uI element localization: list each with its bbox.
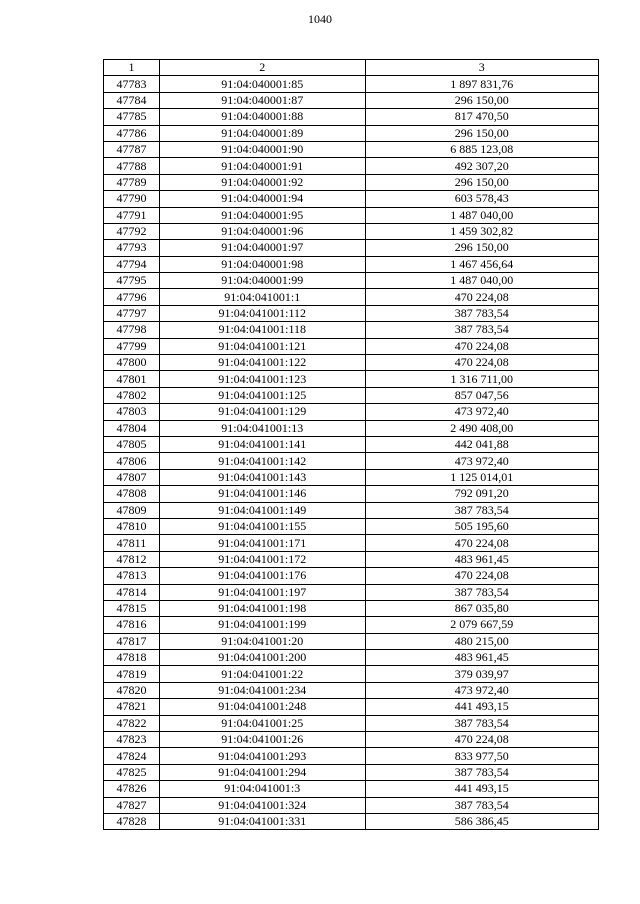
cadastral-number-cell: 91:04:041001:172 — [159, 551, 365, 567]
row-number-cell: 47787 — [104, 141, 160, 157]
table-row — [104, 535, 599, 551]
row-number-cell: 47806 — [104, 453, 160, 469]
cadastral-number-cell: 91:04:041001:234 — [159, 682, 365, 698]
row-number-cell: 47785 — [104, 109, 160, 125]
row-number-cell: 47798 — [104, 322, 160, 338]
table-row — [104, 502, 599, 518]
table-row — [104, 650, 599, 666]
row-number-cell: 47814 — [104, 584, 160, 600]
cadastral-number-cell: 91:04:041001:141 — [159, 436, 365, 452]
registry-table — [103, 59, 599, 830]
cadastral-number-cell: 91:04:041001:146 — [159, 486, 365, 502]
table-row — [104, 699, 599, 715]
cadastral-number-cell: 91:04:041001:129 — [159, 404, 365, 420]
table-row — [104, 125, 599, 141]
cadastral-number-cell: 91:04:041001:125 — [159, 387, 365, 403]
value-cell: 296 150,00 — [365, 125, 598, 141]
row-number-cell: 47812 — [104, 551, 160, 567]
table-row — [104, 633, 599, 649]
table-row — [104, 617, 599, 633]
value-cell: 473 972,40 — [365, 682, 598, 698]
value-cell: 387 783,54 — [365, 715, 598, 731]
value-cell: 470 224,08 — [365, 289, 598, 305]
value-cell: 817 470,50 — [365, 109, 598, 125]
cadastral-number-cell: 91:04:041001:199 — [159, 617, 365, 633]
row-number-cell: 47792 — [104, 223, 160, 239]
value-cell: 387 783,54 — [365, 584, 598, 600]
value-cell: 470 224,08 — [365, 338, 598, 354]
column-header-1: 1 — [104, 60, 160, 76]
row-number-cell: 47805 — [104, 436, 160, 452]
row-number-cell: 47801 — [104, 371, 160, 387]
row-number-cell: 47813 — [104, 568, 160, 584]
value-cell: 492 307,20 — [365, 158, 598, 174]
table-header — [104, 60, 599, 76]
cadastral-number-cell: 91:04:040001:96 — [159, 223, 365, 239]
value-cell: 470 224,08 — [365, 535, 598, 551]
value-cell: 387 783,54 — [365, 764, 598, 780]
cadastral-number-cell: 91:04:040001:89 — [159, 125, 365, 141]
row-number-cell: 47823 — [104, 732, 160, 748]
cadastral-number-cell: 91:04:041001:122 — [159, 355, 365, 371]
value-cell: 470 224,08 — [365, 732, 598, 748]
row-number-cell: 47791 — [104, 207, 160, 223]
table-row — [104, 404, 599, 420]
value-cell: 1 316 711,00 — [365, 371, 598, 387]
row-number-cell: 47824 — [104, 748, 160, 764]
value-cell: 586 386,45 — [365, 813, 598, 829]
value-cell: 480 215,00 — [365, 633, 598, 649]
page-number: 1040 — [308, 12, 332, 26]
cadastral-number-cell: 91:04:040001:85 — [159, 76, 365, 92]
cadastral-number-cell: 91:04:041001:155 — [159, 518, 365, 534]
table-row — [104, 732, 599, 748]
cadastral-number-cell: 91:04:041001:198 — [159, 600, 365, 616]
row-number-cell: 47788 — [104, 158, 160, 174]
table-row — [104, 109, 599, 125]
table-row — [104, 273, 599, 289]
row-number-cell: 47794 — [104, 256, 160, 272]
table-row — [104, 518, 599, 534]
table-row — [104, 387, 599, 403]
table-row — [104, 305, 599, 321]
table-row — [104, 256, 599, 272]
cadastral-number-cell: 91:04:041001:20 — [159, 633, 365, 649]
row-number-cell: 47819 — [104, 666, 160, 682]
table-row — [104, 207, 599, 223]
row-number-cell: 47815 — [104, 600, 160, 616]
row-number-cell: 47799 — [104, 338, 160, 354]
table-row — [104, 355, 599, 371]
value-cell: 2 079 667,59 — [365, 617, 598, 633]
row-number-cell: 47809 — [104, 502, 160, 518]
table-row — [104, 338, 599, 354]
value-cell: 296 150,00 — [365, 240, 598, 256]
cadastral-number-cell: 91:04:041001:1 — [159, 289, 365, 305]
row-number-cell: 47811 — [104, 535, 160, 551]
row-number-cell: 47820 — [104, 682, 160, 698]
cadastral-number-cell: 91:04:041001:13 — [159, 420, 365, 436]
value-cell: 1 897 831,76 — [365, 76, 598, 92]
value-cell: 1 125 014,01 — [365, 469, 598, 485]
row-number-cell: 47826 — [104, 781, 160, 797]
row-number-cell: 47810 — [104, 518, 160, 534]
table-row — [104, 174, 599, 190]
table-row — [104, 92, 599, 108]
row-number-cell: 47802 — [104, 387, 160, 403]
value-cell: 483 961,45 — [365, 551, 598, 567]
cadastral-number-cell: 91:04:040001:91 — [159, 158, 365, 174]
table-body — [104, 76, 599, 830]
table-row — [104, 600, 599, 616]
table-row — [104, 584, 599, 600]
value-cell: 603 578,43 — [365, 191, 598, 207]
table-row — [104, 223, 599, 239]
cadastral-number-cell: 91:04:041001:22 — [159, 666, 365, 682]
cadastral-number-cell: 91:04:041001:324 — [159, 797, 365, 813]
row-number-cell: 47800 — [104, 355, 160, 371]
table-row — [104, 371, 599, 387]
table-row — [104, 322, 599, 338]
cadastral-number-cell: 91:04:041001:123 — [159, 371, 365, 387]
row-number-cell: 47821 — [104, 699, 160, 715]
table-row — [104, 240, 599, 256]
cadastral-number-cell: 91:04:040001:88 — [159, 109, 365, 125]
value-cell: 296 150,00 — [365, 92, 598, 108]
cadastral-number-cell: 91:04:041001:197 — [159, 584, 365, 600]
value-cell: 442 041,88 — [365, 436, 598, 452]
table-row — [104, 666, 599, 682]
value-cell: 387 783,54 — [365, 502, 598, 518]
table-row — [104, 436, 599, 452]
value-cell: 2 490 408,00 — [365, 420, 598, 436]
value-cell: 387 783,54 — [365, 305, 598, 321]
value-cell: 792 091,20 — [365, 486, 598, 502]
table-row — [104, 486, 599, 502]
table-row — [104, 764, 599, 780]
cadastral-number-cell: 91:04:040001:97 — [159, 240, 365, 256]
row-number-cell: 47803 — [104, 404, 160, 420]
cadastral-number-cell: 91:04:040001:87 — [159, 92, 365, 108]
table-row — [104, 76, 599, 92]
cadastral-number-cell: 91:04:041001:112 — [159, 305, 365, 321]
table-row — [104, 158, 599, 174]
cadastral-number-cell: 91:04:040001:92 — [159, 174, 365, 190]
table-row — [104, 289, 599, 305]
column-header-3: 3 — [365, 60, 598, 76]
cadastral-number-cell: 91:04:041001:142 — [159, 453, 365, 469]
cadastral-number-cell: 91:04:041001:294 — [159, 764, 365, 780]
row-number-cell: 47795 — [104, 273, 160, 289]
value-cell: 473 972,40 — [365, 404, 598, 420]
cadastral-number-cell: 91:04:040001:95 — [159, 207, 365, 223]
row-number-cell: 47790 — [104, 191, 160, 207]
value-cell: 379 039,97 — [365, 666, 598, 682]
table-row — [104, 551, 599, 567]
value-cell: 505 195,60 — [365, 518, 598, 534]
value-cell: 1 459 302,82 — [365, 223, 598, 239]
cadastral-number-cell: 91:04:041001:171 — [159, 535, 365, 551]
column-header-2: 2 — [159, 60, 365, 76]
value-cell: 387 783,54 — [365, 797, 598, 813]
cadastral-number-cell: 91:04:041001:293 — [159, 748, 365, 764]
row-number-cell: 47789 — [104, 174, 160, 190]
row-number-cell: 47828 — [104, 813, 160, 829]
row-number-cell: 47804 — [104, 420, 160, 436]
row-number-cell: 47793 — [104, 240, 160, 256]
value-cell: 1 487 040,00 — [365, 207, 598, 223]
cadastral-number-cell: 91:04:040001:99 — [159, 273, 365, 289]
table-row — [104, 715, 599, 731]
value-cell: 483 961,45 — [365, 650, 598, 666]
value-cell: 473 972,40 — [365, 453, 598, 469]
row-number-cell: 47825 — [104, 764, 160, 780]
cadastral-number-cell: 91:04:041001:25 — [159, 715, 365, 731]
value-cell: 470 224,08 — [365, 568, 598, 584]
table-row — [104, 191, 599, 207]
table-row — [104, 453, 599, 469]
table-row — [104, 781, 599, 797]
value-cell: 387 783,54 — [365, 322, 598, 338]
row-number-cell: 47784 — [104, 92, 160, 108]
cadastral-number-cell: 91:04:041001:248 — [159, 699, 365, 715]
row-number-cell: 47796 — [104, 289, 160, 305]
value-cell: 857 047,56 — [365, 387, 598, 403]
row-number-cell: 47808 — [104, 486, 160, 502]
row-number-cell: 47816 — [104, 617, 160, 633]
row-number-cell: 47807 — [104, 469, 160, 485]
value-cell: 441 493,15 — [365, 699, 598, 715]
cadastral-number-cell: 91:04:041001:26 — [159, 732, 365, 748]
cadastral-number-cell: 91:04:041001:118 — [159, 322, 365, 338]
row-number-cell: 47817 — [104, 633, 160, 649]
cadastral-number-cell: 91:04:040001:98 — [159, 256, 365, 272]
value-cell: 296 150,00 — [365, 174, 598, 190]
row-number-cell: 47822 — [104, 715, 160, 731]
cadastral-number-cell: 91:04:041001:149 — [159, 502, 365, 518]
table-row — [104, 813, 599, 829]
row-number-cell: 47797 — [104, 305, 160, 321]
cadastral-number-cell: 91:04:041001:121 — [159, 338, 365, 354]
table-row — [104, 469, 599, 485]
cadastral-number-cell: 91:04:041001:143 — [159, 469, 365, 485]
cadastral-number-cell: 91:04:041001:331 — [159, 813, 365, 829]
row-number-cell: 47818 — [104, 650, 160, 666]
table-row — [104, 141, 599, 157]
cadastral-number-cell: 91:04:041001:200 — [159, 650, 365, 666]
value-cell: 833 977,50 — [365, 748, 598, 764]
value-cell: 441 493,15 — [365, 781, 598, 797]
cadastral-number-cell: 91:04:040001:90 — [159, 141, 365, 157]
row-number-cell: 47786 — [104, 125, 160, 141]
value-cell: 867 035,80 — [365, 600, 598, 616]
cadastral-number-cell: 91:04:041001:3 — [159, 781, 365, 797]
table-row — [104, 682, 599, 698]
value-cell: 470 224,08 — [365, 355, 598, 371]
cadastral-number-cell: 91:04:041001:176 — [159, 568, 365, 584]
table-row — [104, 420, 599, 436]
table-row — [104, 797, 599, 813]
header-row — [104, 60, 599, 76]
row-number-cell: 47783 — [104, 76, 160, 92]
cadastral-number-cell: 91:04:040001:94 — [159, 191, 365, 207]
row-number-cell: 47827 — [104, 797, 160, 813]
value-cell: 1 487 040,00 — [365, 273, 598, 289]
value-cell: 6 885 123,08 — [365, 141, 598, 157]
table-row — [104, 568, 599, 584]
value-cell: 1 467 456,64 — [365, 256, 598, 272]
table-row — [104, 748, 599, 764]
